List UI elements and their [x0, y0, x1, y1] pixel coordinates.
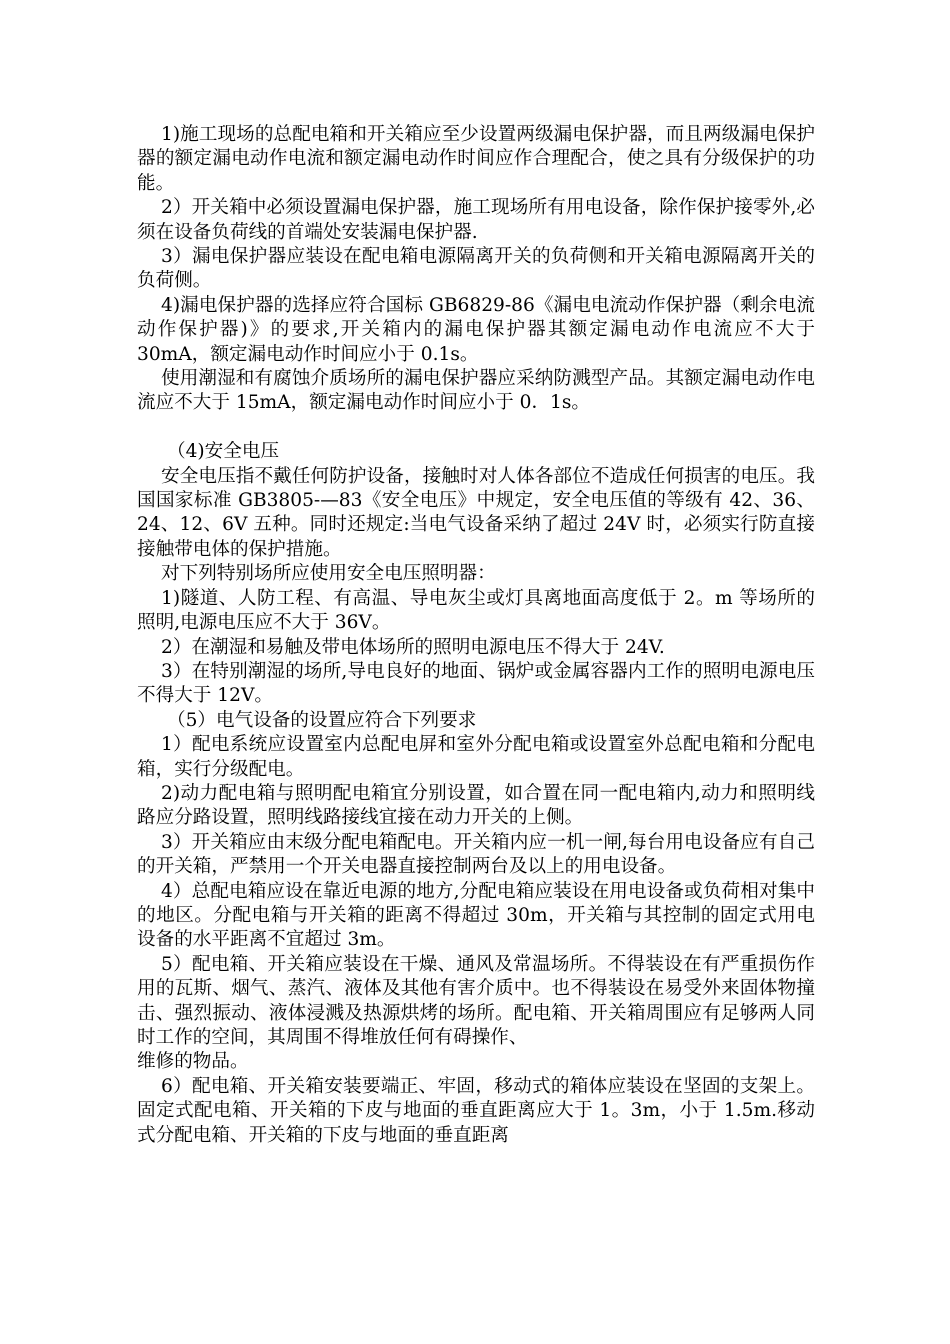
section-heading-safety-voltage: （4)安全电压	[167, 441, 280, 463]
paragraph-box-mounting: 6）配电箱、开关箱安装要端正、牢固，移动式的箱体应装设在坚固的支架上。固定式配电箱、开关箱的下皮与地面的垂直距离应大于 1。3m，小于 1.5m.移动式分配电箱、开关箱的下皮与地面的垂直距离	[137, 1075, 815, 1146]
paragraph-distribution-system: 1）配电系统应设置室内总配电屏和室外分配电箱或设置室外总配电箱和分配电箱，实行分级配电。	[137, 734, 815, 780]
paragraph-humid-lighting: 2）在潮湿和易触及带电体场所的照明电源电压不得大于 24V.	[161, 636, 665, 658]
paragraph-switchbox-supply: 3）开关箱应由末级分配电箱配电。开关箱内应一机一闸,每台用电设备应有自己的开关箱，严禁用一个开关电器直接控制两台及以上的用电设备。	[137, 831, 815, 878]
paragraph-special-places-intro: 对下列特别场所应使用安全电压照明器：	[161, 563, 496, 585]
section-heading-electrical-equipment: （5）电气设备的设置应符合下列要求	[167, 709, 477, 731]
paragraph-power-lighting-boxes: 2)动力配电箱与照明配电箱宜分别设置，如合置在同一配电箱内,动力和照明线路应分路设置，照明线路接线宜接在动力开关的上侧。	[137, 782, 815, 829]
paragraph-leakage-two-level: 1)施工现场的总配电箱和开关箱应至少设置两级漏电保护器，而且两级漏电保护器的额定漏电动作电流和额定漏电动作时间应作合理配合，使之具有分级保护的功能。	[137, 124, 815, 194]
paragraph-box-location: 4）总配电箱应设在靠近电源的地方,分配电箱应装设在用电设备或负荷相对集中的地区。分配电箱与开关箱的距离不得超过 30m，开关箱与其控制的固定式用电设备的水平距离不宜超过 3m。	[137, 880, 815, 951]
paragraph-splashproof: 使用潮湿和有腐蚀介质场所的漏电保护器应采纳防溅型产品。其额定漏电动作电流应不大于 15mA，额定漏电动作时间应小于 0．1s。	[137, 368, 815, 414]
paragraph-box-environment-continued: 维修的物品。	[137, 1051, 249, 1073]
paragraph-leakage-standard: 4)漏电保护器的选择应符合国标 GB6829-86《漏电电流动作保护器（剩余电流动作保护器)》的要求,开关箱内的漏电保护器其额定漏电动作电流应不大于 30mA，额定漏电动作时间应小于 0.1s。	[137, 294, 815, 365]
paragraph-switchbox-leakage: 2）开关箱中必须设置漏电保护器，施工现场所有用电设备，除作保护接零外,必须在设备负荷线的首端处安装漏电保护器.	[137, 197, 815, 243]
document-body	[137, 123, 815, 1148]
paragraph-tunnel-lighting: 1)隧道、人防工程、有高温、导电灰尘或灯具离地面高度低于 2。m 等场所的照明,电源电压应不大于 36V。	[137, 587, 815, 634]
blank-line	[137, 416, 815, 440]
paragraph-safety-voltage-definition: 安全电压指不戴任何防护设备，接触时对人体各部位不造成任何损害的电压。我国国家标准 GB3805-—83《安全电压》中规定，安全电压值的等级有 42、36、24、12、6V 五种。同时还规定:当电气设备采纳了超过 24V 时，必须实行防直接接触带电体的保护措施。	[137, 465, 815, 560]
paragraph-leakage-install-side: 3）漏电保护器应装设在配电箱电源隔离开关的负荷侧和开关箱电源隔离开关的负荷侧。	[137, 246, 815, 292]
paragraph-box-environment: 5）配电箱、开关箱应装设在干燥、通风及常温场所。不得装设在有严重损伤作用的瓦斯、烟气、蒸汽、液体及其他有害介质中。也不得装设在易受外来固体物撞击、强烈振动、液体浸溅及热源烘烤的场所。配电箱、开关箱周围应有足够两人同时工作的空间，其周围不得堆放任何有碍操作、	[137, 953, 815, 1049]
paragraph-very-humid-lighting: 3）在特别潮湿的场所,导电良好的地面、锅炉或金属容器内工作的照明电源电压不得大于 12V。	[137, 660, 815, 707]
